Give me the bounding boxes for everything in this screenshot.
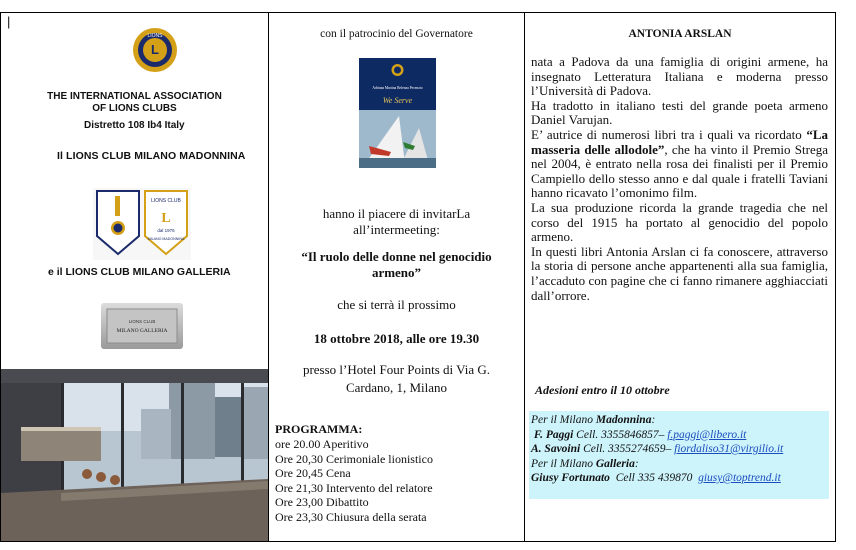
district-label: Distretto 108 Ib4 Italy — [84, 120, 185, 131]
contact-label-text: Per il Milano — [531, 457, 596, 470]
held-text: che si terrà il prossimo — [337, 297, 456, 312]
contact-row — [531, 471, 829, 486]
topic-line-1: “Il ruolo delle donne nel genocidio — [301, 249, 492, 264]
contact-label-club: Madonnina — [595, 414, 652, 426]
program-item: Ore 20,45 Cena — [275, 466, 351, 481]
left-column — [1, 13, 268, 541]
lions-emblem-icon — [132, 27, 178, 73]
venue-line-1: presso l’Hotel Four Points di Via G. — [302, 362, 491, 377]
bio-paragraph: Ha tradotto in italiano testi del grande poeta armeno Daniel Varujan. — [531, 97, 828, 128]
invitation-brochure — [0, 12, 836, 542]
patronage-text: con il patrocinio del Governatore — [320, 28, 473, 40]
email-link[interactable]: giusy@toptrend.it — [698, 472, 781, 484]
svg-text:We Serve: We Serve — [382, 96, 413, 105]
contact-group-label — [531, 413, 829, 428]
svg-text:LIONS CLUB: LIONS CLUB — [151, 198, 181, 204]
bio-paragraph: In questi libri Antonia Arslan ci fa conoscere, attraverso la storia di persone anche appartenenti alla sua famiglia, l’accaduto con pagine che ci fanno rimanere agghiacciati dall’orrore. — [531, 243, 828, 303]
contact-row — [531, 428, 829, 443]
contact-group-label — [531, 457, 829, 472]
email-link[interactable]: fiordaliso31@virgilio.it — [674, 443, 784, 455]
middle-column — [269, 13, 524, 541]
event-venue — [269, 361, 524, 397]
svg-text:L: L — [161, 211, 171, 226]
galleria-banner-image — [101, 303, 183, 349]
club-madonnina-label: Il LIONS CLUB MILANO MADONNINA — [57, 150, 246, 162]
venue-line-2: Cardano, 1, Milano — [345, 380, 448, 395]
hotel-terrace-photo — [1, 369, 268, 541]
svg-text:LIONS CLUB: LIONS CLUB — [128, 319, 156, 324]
svg-text:L: L — [151, 42, 159, 57]
association-line-1: THE INTERNATIONAL ASSOCIATION — [47, 91, 222, 102]
program-item: Ore 23,30 Chiusura della serata — [275, 509, 427, 524]
contact-phone: Cell 335 439870 — [609, 472, 699, 484]
contact-label-club: Galleria — [595, 457, 635, 470]
club-pennants-image — [93, 188, 191, 260]
bio-paragraph — [531, 128, 828, 201]
bio-text: E’ autrice di numerosi libri tra i quali va ricordato — [531, 126, 807, 142]
program-item: Ore 21,30 Intervento del relatore — [275, 480, 433, 495]
contacts-box — [529, 411, 829, 499]
svg-text:MILANO MADONNINA: MILANO MADONNINA — [147, 237, 185, 241]
association-name — [1, 91, 268, 115]
book-title: “La masseria delle allodole” — [531, 126, 828, 157]
invitation-text — [269, 206, 524, 238]
bio-text: , che ha vinto il Premio Strega nel 2004, è entrato nella rosa dei finalisti per il Premio Campiello dello stesso anno e dal quale i fratelli Taviani hanno ricavato l’omonimo film. — [531, 141, 828, 201]
program-item: Ore 20,30 Cerimoniale lionistico — [275, 451, 433, 466]
bio-paragraph: La sua produzione ricorda la grande tragedia che nel corso del 1915 ha portato al genocidio del popolo armeno. — [531, 199, 828, 245]
program-title: PROGRAMMA: — [275, 422, 363, 436]
right-column — [525, 13, 835, 541]
contact-phone: Cell. 3355846857– — [573, 428, 668, 441]
invite-line-2: all’intermeeting: — [353, 222, 440, 237]
contact-name: Giusy Fortunato — [531, 472, 610, 484]
club-galleria-label: e il LIONS CLUB MILANO GALLERIA — [48, 266, 231, 278]
text-cursor: | — [7, 14, 11, 29]
topic-line-2: armeno” — [371, 265, 422, 280]
program-list — [275, 437, 433, 525]
contact-phone: Cell. 3355274659– — [580, 443, 675, 455]
svg-text:dal 1976: dal 1976 — [157, 228, 175, 233]
svg-text:MILANO GALLERIA: MILANO GALLERIA — [116, 328, 168, 334]
speaker-name: ANTONIA ARSLAN — [628, 28, 732, 40]
svg-text:Adriana Martina Belenza Pecenz: Adriana Martina Belenza Pecenzio — [372, 86, 423, 90]
rsvp-deadline: Adesioni entro il 10 ottobre — [535, 383, 670, 397]
speaker-bio — [531, 55, 828, 303]
bio-paragraph: nata a Padova da una famiglia di origini armene, ha insegnato Letteratura Italiana e moderna presso l’Università di Padova. — [531, 54, 828, 99]
book-cover-image — [359, 58, 436, 168]
contact-label-text: : — [634, 457, 639, 470]
event-date-time: 18 ottobre 2018, alle ore 19.30 — [313, 331, 480, 346]
contact-name: F. Paggi — [533, 428, 574, 441]
program-item: ore 20.00 Aperitivo — [275, 437, 369, 451]
contact-row — [531, 442, 829, 457]
contact-name: A. Savoini — [531, 443, 581, 455]
svg-text:LIONS: LIONS — [147, 33, 163, 39]
contact-label-text: : — [651, 414, 656, 426]
association-line-2: OF LIONS CLUBS — [92, 103, 177, 114]
invite-line-1: hanno il piacere di invitarLa — [322, 206, 471, 221]
program-item: Ore 23,00 Dibattito — [275, 495, 369, 510]
email-link[interactable]: f.paggi@libero.it — [667, 428, 747, 441]
contact-label-text: Per il Milano — [531, 414, 596, 426]
event-topic — [269, 249, 524, 281]
